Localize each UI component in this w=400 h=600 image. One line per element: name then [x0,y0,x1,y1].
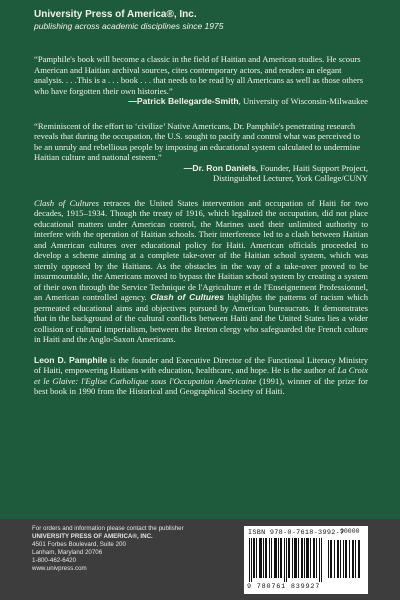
endorser-name: —Dr. Ron Daniels [183,162,256,173]
endorser-affiliation: , Founder, Haiti Support Project, [255,162,368,173]
endorsement-quote-1: “Pamphile's book will become a classic in the field of Haitian and American studies. He scours American and Haitian archival sources, cites contemporary actors, and renders an elegant analysis. . . .This is a . . . book . . . that needs to be read by all Americans as well as those others who have forgotten their own histories.” [34,54,364,96]
ordering-phone: 1-800-462-6420 [32,557,77,564]
ordering-website[interactable]: www.univpress.com [32,565,87,572]
description-text-1: retraces the United States intervention and occupation of Haiti for two decades, 1915–1934. Though the treaty of 1916, which legalized the occupation, did not place educational matters under American control, the Marines used their unlimited authority to interfere with the operation of Haitian schools. Their interference led to a clash between Haitian and American cultures over educational policy for Haiti. American officials proceeded to develop a scheme aiming at a complete take-over of the Haitian school system, which was sternly opposed by the Haitians. As the obstacles in the way of a take-over proved to be insurmountable, the Americans moved to bypass the Haitian school system by creating a system of their own through the Service Technique de l'Agriculture et de l'Enseignement Professionnel, an American controlled agency. [34,197,369,302]
endorser-name: —Patrick Bellegarde-Smith [128,96,239,106]
endorsement-quote-2: “Reminiscent of the effort to ‘civilize’ Native Americans, Dr. Pamphile's penetrating research reveals that during the occupation, the U.S. sought to pacify and control what was perceived to be an unruly and rebellious people by imposing an educational system calculated to undermine Haitian culture and national esteem.” [34,120,361,162]
author-bio-text-1: is the founder and Executive Director of the Functional Literacy Ministry of Haiti, empowering Haitians with education, healthcare, and hope. He is the author of [34,354,368,375]
barcode-box [244,526,368,594]
isbn-text: ISBN 978-0-7618-3992-7 [248,529,345,537]
description-text-2: highlights the patterns of racism which permeated educational aims and objectives pursued by American bureaucrats. It demonstrates that in the background of the cultural conflicts between Haiti and the United States lies a wider collision of cultural imperialism, between the Breton clergy who safeguarded the French culture in Haiti and the Anglo-Saxon Americans. [34,292,369,344]
endorsement-attribution-1 [34,96,368,107]
ordering-address: 4501 Forbes Boulevard, Suite 200 [32,541,126,548]
book-title: Clash of Cultures [34,197,99,208]
addon-barcode [328,538,362,578]
ordering-info [32,525,184,573]
ordering-city: Lanham, Maryland 20706 [32,549,103,556]
author-name: Leon D. Pamphile [34,354,108,365]
book-description [34,198,368,345]
ordering-line: For orders and information please contact the publisher [32,525,184,532]
endorsement-attribution-2 [34,163,368,174]
book-title: Clash of Cultures [150,292,224,302]
publisher-name: University Press of America®, Inc. [34,9,197,20]
author-previous-book: La Croix et le Glaive: l'Eglise Catholique sous l'Occupation Américaine [34,365,368,386]
ean-barcode [249,538,325,582]
author-bio-text-2: (1991), winner of the prize for best book in 1990 from the Historical and Geographical Society of Haiti. [34,375,369,396]
endorser-affiliation: , University of Wisconsin-Milwaukee [238,96,368,106]
author-bio [34,355,368,397]
ean-digits: 9 780761 839927 [247,583,321,591]
endorser-affiliation-line-2: Distinguished Lecturer, York College/CUNY [212,173,368,183]
main-text-column [34,9,368,397]
price-code: 90000 [340,528,360,535]
publisher-tagline: publishing across academic disciplines since 1975 [34,21,224,31]
ordering-publisher: UNIVERSITY PRESS OF AMERICA®, INC. [32,533,153,540]
